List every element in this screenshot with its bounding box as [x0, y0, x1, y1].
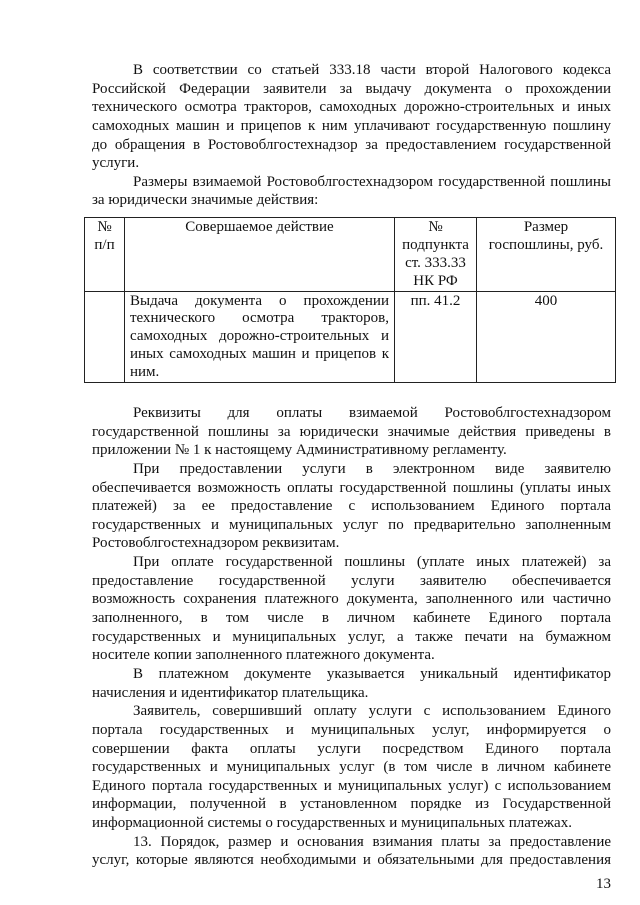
text-line: самоходных дорожно-строительных и [130, 328, 389, 345]
fee-table-header-row [85, 218, 616, 292]
text-line: № [428, 219, 443, 235]
text-line: за юридически значимые действия: [92, 192, 319, 209]
text-line: предоставление государственной услуги заявителю обеспечивается [92, 572, 611, 589]
text-line: заполненного, в том числе в личном кабинете Единого портала [92, 610, 611, 627]
text-line: пп. 41.2 [410, 292, 461, 309]
paragraph-payment-requisites [92, 404, 611, 460]
text-line: Заявитель, совершивший оплату услуги с использованием Единого [133, 703, 611, 720]
text-line: носителе копии заполненного платежного документа. [92, 647, 435, 664]
cell-tax-code-subclause [395, 291, 477, 382]
cell-action [125, 291, 395, 382]
body-text-bottom [92, 404, 611, 870]
paragraph-payment-document-saving [92, 553, 611, 665]
page-number: 13 [596, 876, 611, 892]
header-tax-code-subclause [395, 218, 477, 292]
text-line: Выдача документа о прохождении [130, 292, 389, 309]
text-line: № [97, 219, 112, 235]
text-line: до обращения в Ростовоблгостехнадзор за предоставлением государственной [92, 136, 611, 153]
text-line: Реквизиты для оплаты взимаемой Ростовоблгостехнадзором [133, 405, 611, 421]
text-line: государственной пошлины за юридически значимые действия приведены в [92, 423, 611, 440]
text-line: информационной системы о государственных и муниципальных платежах. [92, 815, 572, 832]
header-action [125, 218, 395, 292]
text-line: 400 [534, 292, 558, 309]
header-fee-amount [477, 218, 616, 292]
header-row-number [85, 218, 125, 292]
text-line: п/п [94, 236, 115, 253]
text-line: услуги. [92, 155, 140, 172]
paragraph-fee-amounts-intro [92, 173, 611, 210]
text-line: НК РФ [413, 272, 458, 289]
text-line: Российской Федерации заявители за выдачу документа о прохождении [92, 80, 611, 97]
text-line: В платежном документе указывается уникальный идентификатор [133, 665, 611, 682]
text-line: В соответствии со статьей 333.18 части второй Налогового кодекса [133, 62, 611, 78]
text-line: При предоставлении услуги в электронном виде заявителю [133, 460, 611, 477]
text-line: ст. 333.33 [405, 254, 466, 271]
text-line: информации, полученной в установленном порядке из Государственной [92, 796, 611, 813]
text-line: начисления и идентификатор плательщика. [92, 684, 369, 701]
text-line: госпошлины, руб. [488, 236, 604, 253]
text-line: ним. [130, 364, 160, 381]
text-line: иных самоходных машин и прицепов к [130, 346, 389, 363]
text-line: услуг, которые являются необходимыми и обязательными для предоставления [92, 852, 611, 869]
body-text-top [92, 61, 611, 210]
text-line: платежей) за ее предоставление с использованием Единого портала [92, 498, 611, 515]
text-line: приложении № 1 к настоящему Административному регламенту. [92, 442, 507, 459]
text-line: Совершаемое действие [185, 219, 334, 235]
text-line: Размер [523, 219, 569, 235]
paragraph-payment-identifiers [92, 665, 611, 702]
text-line: совершении факта оплаты услуги посредством Единого портала [92, 740, 611, 757]
text-line: возможность сохранения платежного документа, заполненного или частично [92, 591, 611, 608]
paragraph-payment-notification [92, 702, 611, 832]
cell-fee-amount [477, 291, 616, 382]
paragraph-state-fee-basis [92, 61, 611, 173]
fee-table [84, 217, 616, 383]
text-line: Размеры взимаемой Ростовоблгостехнадзором государственной пошлины [133, 173, 611, 190]
text-line: самоходных машин и прицепов к ним уплачивают государственную пошлину [92, 117, 611, 134]
text-line: государственных и муниципальных услуг, а также печати на бумажном [92, 628, 611, 645]
text-line: обеспечивается возможность оплаты государственной пошлины (уплаты иных [92, 479, 611, 496]
fee-table-row [85, 291, 616, 382]
text-line: Ростовоблгостехнадзором реквизитам. [92, 535, 340, 552]
text-line: государственных и муниципальных услуг (в том числе в личном кабинете [92, 759, 611, 776]
text-line: государственных и муниципальных услуг по предварительно заполненным [92, 516, 611, 533]
paragraph-section-13 [92, 833, 611, 870]
text-line: подпункта [402, 236, 469, 253]
text-line: При оплате государственной пошлины (уплате иных платежей) за [133, 554, 611, 571]
text-line: технического осмотра тракторов, самоходных дорожно-строительных и иных [92, 99, 611, 116]
text-line: портала государственных и муниципальных услуг, информируется о [92, 721, 611, 738]
cell-row-number [85, 291, 125, 382]
text-line: технического осмотра тракторов, [130, 310, 389, 327]
text-line: Единого портала государственных и муниципальных услуг) с использованием [92, 777, 611, 794]
text-line: 13. Порядок, размер и основания взимания платы за предоставление [133, 833, 611, 850]
paragraph-electronic-payment [92, 460, 611, 553]
